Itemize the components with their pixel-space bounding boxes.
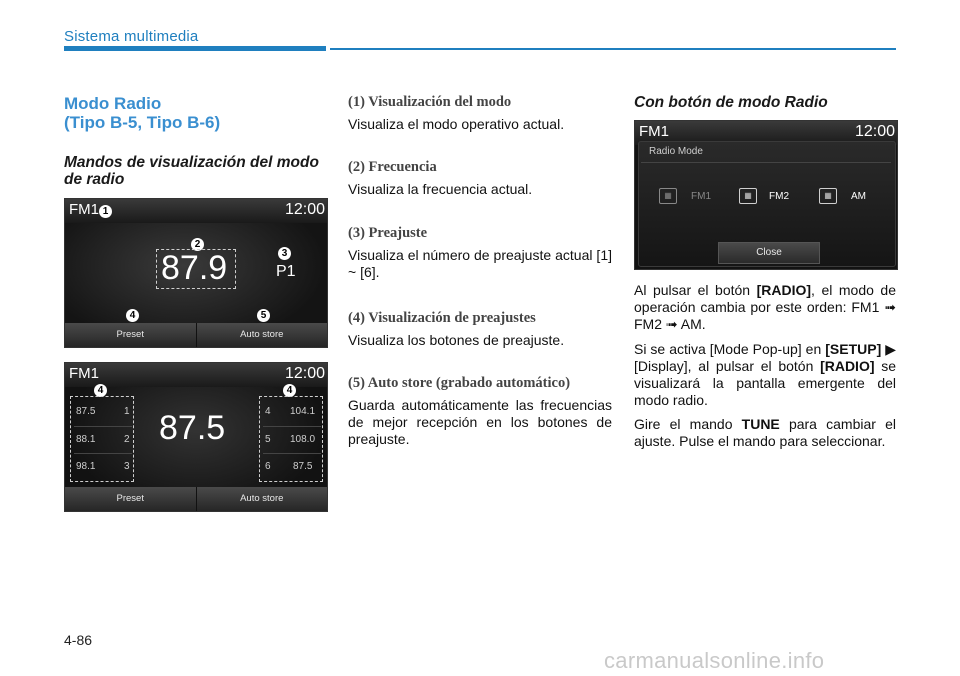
preset-item[interactable] <box>263 426 321 453</box>
preset-item[interactable] <box>74 399 132 425</box>
bottom-bar <box>65 487 327 511</box>
preset-frequency: 98.1 <box>76 461 96 472</box>
radio-screen-1 <box>64 198 328 348</box>
item-1-title: (1) Visualización del modo <box>348 94 512 110</box>
callout-5: 5 <box>257 309 270 322</box>
option-label: FM1 <box>691 191 711 202</box>
radio-icon: ▦ <box>739 188 757 204</box>
radio-icon: ▦ <box>659 188 677 204</box>
item-3-title: (3) Preajuste <box>348 225 428 241</box>
option-am[interactable] <box>819 186 879 210</box>
text: Al pulsar el botón <box>634 282 757 298</box>
radio-button-heading: Con botón de modo Radio <box>634 94 828 111</box>
auto-store-button[interactable]: Auto store <box>240 493 284 504</box>
text: Gire el mando <box>634 416 742 432</box>
preset-number: 1 <box>124 406 130 417</box>
radio-mode-popup <box>638 141 896 267</box>
option-label: AM <box>851 191 866 202</box>
radio-screen-2 <box>64 362 328 512</box>
option-fm1[interactable] <box>659 186 719 210</box>
callout-1: 1 <box>99 205 112 218</box>
radio-key: [RADIO] <box>756 282 812 298</box>
item-2-title: (2) Frecuencia <box>348 159 437 175</box>
page-number: 4-86 <box>64 632 93 648</box>
band-label: FM1 <box>69 365 99 382</box>
radio-icon: ▦ <box>819 188 837 204</box>
header-rule-thin <box>330 48 896 50</box>
item-5-title: (5) Auto store (grabado automático) <box>348 375 571 391</box>
frequency-display: 87.5 <box>159 409 226 447</box>
popup-divider <box>641 162 891 163</box>
callout-4: 4 <box>126 309 139 322</box>
preset-frequency: 108.0 <box>290 434 316 445</box>
preset-number: 4 <box>265 406 271 417</box>
text: se visualizará la pantalla emergente del modo radio. <box>634 358 896 408</box>
item-3-text: Visualiza el número de preajuste actual [1] ~ [6]. <box>348 247 612 280</box>
preset-item[interactable] <box>74 453 132 480</box>
text: , el modo de operación cambia por este orden: FM1 ➟ FM2 ➟ AM. <box>634 282 896 332</box>
text: para cambiar el ajuste. Pulse el mando para seleccionar. <box>634 416 896 449</box>
item-4-text: Visualiza los botones de preajuste. <box>348 332 565 348</box>
tune-key: TUNE <box>741 416 780 432</box>
option-label: FM2 <box>769 191 789 202</box>
item-1-text: Visualiza el modo operativo actual. <box>348 116 565 132</box>
left-preset-list <box>70 396 134 482</box>
text: [Display], al pulsar el botón <box>634 358 821 374</box>
right-preset-list <box>259 396 323 482</box>
clock: 12:00 <box>285 365 326 382</box>
preset-number: 2 <box>124 434 130 445</box>
preset-frequency: 87.5 <box>76 406 96 417</box>
item-4-title: (4) Visualización de preajustes <box>348 310 536 326</box>
radio-paragraph-3 <box>634 416 896 450</box>
radio-paragraph-2 <box>634 341 896 409</box>
preset-frequency: 88.1 <box>76 434 96 445</box>
preset-frequency: 87.5 <box>293 461 313 472</box>
text: Si se activa [Mode Pop-up] en <box>634 341 826 357</box>
callout-3: 3 <box>278 247 291 260</box>
clock: 12:00 <box>285 201 326 218</box>
item-5-text: Guarda automáticamente las frecuencias de mejor recepción en los botones de preajuste. <box>348 397 612 447</box>
callout-2: 2 <box>191 238 204 251</box>
callout-4-right: 4 <box>283 384 296 397</box>
preset-item[interactable] <box>263 453 321 480</box>
option-fm2[interactable] <box>739 186 799 210</box>
watermark: carmanualsonline.info <box>604 648 825 673</box>
item-2-text: Visualiza la frecuencia actual. <box>348 181 533 197</box>
preset-number: 6 <box>265 461 271 472</box>
preset-number: 5 <box>265 434 271 445</box>
auto-store-button[interactable]: Auto store <box>240 329 284 340</box>
arrow-icon: ▶ <box>885 341 896 357</box>
preset-number: 3 <box>124 461 130 472</box>
preset-button[interactable]: Preset <box>65 487 197 511</box>
preset-frequency: 104.1 <box>290 406 316 417</box>
band-label: FM1 <box>639 123 669 140</box>
frequency-display: 87.9 <box>161 249 228 287</box>
mode-heading: Modo Radio (Tipo B-5, Tipo B-6) <box>64 94 221 132</box>
close-button[interactable]: Close <box>718 242 820 264</box>
radio-mode-screen <box>634 120 898 270</box>
preset-button[interactable]: Preset <box>65 323 197 347</box>
popup-title: Radio Mode <box>649 146 703 157</box>
preset-indicator: P1 <box>276 263 296 280</box>
preset-item[interactable] <box>74 426 132 453</box>
section-title: Sistema multimedia <box>64 28 199 45</box>
preset-item[interactable] <box>263 399 321 425</box>
radio-paragraph-1 <box>634 282 896 333</box>
clock: 12:00 <box>855 123 896 140</box>
bottom-bar <box>65 323 327 347</box>
radio-key: [RADIO] <box>820 358 875 374</box>
setup-key: [SETUP] <box>825 341 882 357</box>
callout-4-left: 4 <box>94 384 107 397</box>
header-rule-thick <box>64 46 326 51</box>
controls-subheading: Mandos de visualización del modo de radio <box>64 154 319 188</box>
band-label: FM1 <box>69 201 99 218</box>
